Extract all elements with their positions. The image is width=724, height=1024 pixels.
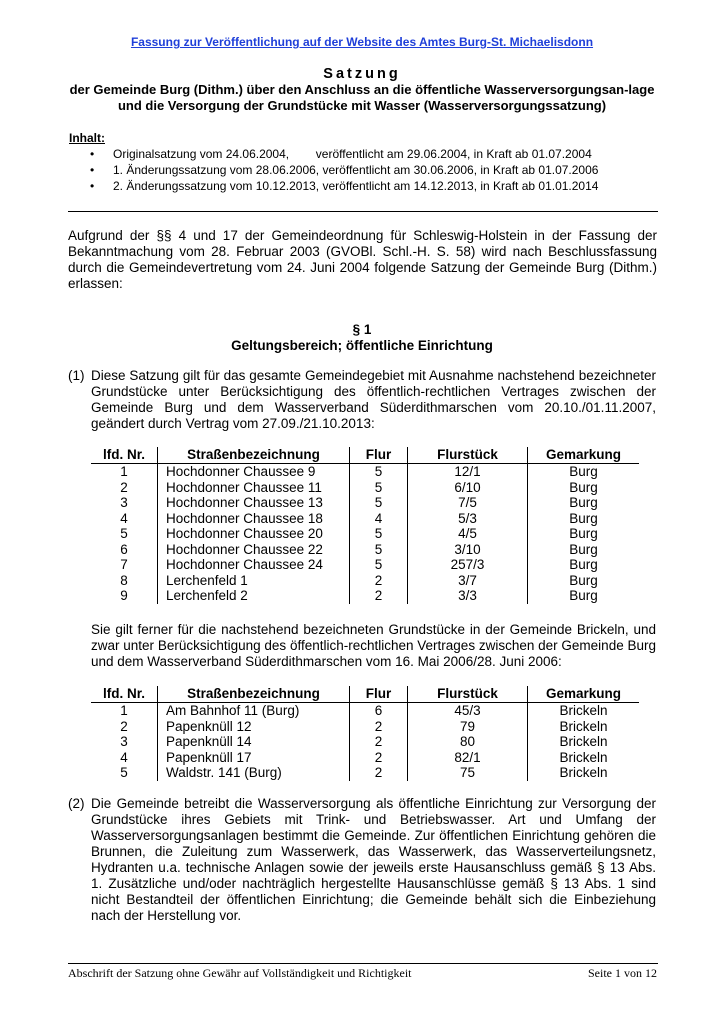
table-cell: 2 [374, 572, 383, 588]
table-cell: Lerchenfeld 1 [158, 573, 350, 589]
table-cell: 4/5 [408, 526, 528, 542]
table-cell: Brickeln [559, 718, 608, 734]
table-row [91, 573, 639, 589]
table-cell: 6 [120, 541, 128, 557]
table-cell: 5 [120, 765, 128, 780]
table-cell: Burg [569, 526, 598, 541]
table-cell: Am Bahnhof 11 (Burg) [158, 703, 350, 719]
column-header: Flurstück [408, 447, 528, 464]
table-cell: Hochdonner Chaussee 11 [158, 480, 350, 496]
column-header: Flur [350, 447, 408, 464]
column-header: lfd. Nr. [91, 686, 158, 703]
table-cell: 2 [120, 718, 128, 734]
table-row [91, 557, 639, 573]
table-cell: Hochdonner Chaussee 20 [158, 526, 350, 542]
column-header: lfd. Nr. [91, 447, 158, 464]
table-cell: 2 [374, 588, 383, 603]
table-cell: 5 [374, 541, 383, 557]
table-cell: 5/3 [408, 511, 528, 527]
table-cell: Hochdonner Chaussee 24 [158, 557, 350, 573]
table-cell: 3/7 [408, 573, 528, 589]
table-cell: 5 [374, 557, 383, 572]
table-cell: 3/3 [408, 588, 528, 604]
table-cell: 12/1 [408, 464, 528, 480]
table-cell: 1 [120, 464, 128, 479]
paragraph-number: (1) [68, 368, 85, 383]
paragraph-number: (2) [68, 796, 85, 811]
table-row [91, 495, 639, 511]
table-cell: Burg [569, 479, 598, 495]
table-row [91, 542, 639, 558]
table-cell: 82/1 [408, 750, 528, 766]
table-cell: 5 [374, 479, 383, 495]
column-header: Straßenbezeichnung [158, 686, 350, 703]
table-row [91, 750, 639, 766]
table-cell: 4 [374, 510, 383, 526]
table-cell: Lerchenfeld 2 [158, 588, 350, 604]
table-header-row [91, 686, 639, 703]
bullet-icon: • [90, 147, 95, 161]
paragraph-1-continued: Sie gilt ferner für die nachstehend bezeichneten Grundstücke in der Gemeinde Brickeln, und zwar unter Berücksichtigung des öffentlich-rechtlichen Vertrages zwischen der Gemeinde Burg und dem Wasserverband Süderdithmarschen vom 16. Mai 2006/28. Juni 2006: [91, 622, 656, 669]
table-cell: 2 [374, 749, 383, 765]
publication-notice: Fassung zur Veröffentlichung auf der Website des Amtes Burg-St. Michaelisdonn [130, 35, 594, 49]
table-cell: Burg [569, 588, 598, 603]
document-title: Satzung [323, 66, 401, 82]
table-cell: 45/3 [408, 703, 528, 719]
table-cell: 79 [408, 719, 528, 735]
table-cell: 5 [120, 526, 128, 541]
table-cell: 75 [408, 765, 528, 781]
table-cell: Papenknüll 17 [158, 750, 350, 766]
table-cell: 8 [120, 572, 128, 588]
footer-divider [68, 963, 658, 964]
document-page: Fassung zur Veröffentlichung auf der Website des Amtes Burg-St. Michaelisdonn Satzung der Gemeinde Burg (Dithm.) über den Anschluss an die öffentliche Wasserversorgungsan-lage und die Versorgung der Grundstücke mit Wasser (Wasserversorgungssatzung) Inhalt: • Originalsatzung vom 24.06.2004, veröffentlicht am 29.06.2004, in Kraft ab 01.07.2004 • 1. Änderungssatzung vom 28.06.2006, veröffentlicht am 30.06.2006, in Kraft ab 01.07.2006 • 2. Änderungssatzung vom 10.12.2013, veröffentlicht am 14.12.2013, in Kraft ab 01.01.2014 Aufgrund der §§ 4 und 17 der Gemeindeordnung für Schleswig-Holstein in der Fassung der Bekanntmachung vom 28. Februar 2003 (GVOBl. Schl.-H. S. 58) wird nach Beschlussfassung durch die Gemeindevertretung vom 24. Juni 2004 folgende Satzung der Gemeinde Burg (Dithm.) erlassen: § 1 Geltungsbereich; öffentliche Einrichtung (1) Diese Satzung gilt für das gesamte Gemeindegebiet mit Ausnahme nachstehend bezeichneter Grundstücke unter Berücksichtigung des öffentlich-rechtlichen Vertrages zwischen der Gemeinde Burg und dem Wasserverband Süderdithmarschen vom 20.10./01.11.2007, geändert durch Vertrag vom 27.09./21.10.2013: lfd. Nr. Straßenbezeichnung Flur Flurstück Gemarkung 1 Hochdonner Chaussee 9 5 12/1 Burg 2 Hochdonner Chaussee 11 5 6/10 Burg 3 Hochdonner Chaussee 13 5 7/5 Burg 4 Hochdonner Chaussee 18 4 5/3 Burg 5 Hochdonner Chaussee 20 5 4/5 Burg 6 Hochdonner Chaussee 22 5 3/10 Burg 7 Hochdonner Chaussee 24 5 257/3 Burg 8 Lerchenfeld 1 2 3/7 Burg 9 Lerchenfeld 2 2 3/3 Burg Sie gilt ferner für die nachstehend bezeichneten Grundstücke in der Gemeinde Brickeln, und zwar unter Berücksichtigung des öffentlich-rechtlichen Vertrages zwischen der Gemeinde Burg und dem Wasserverband Süderdithmarschen vom 16. Mai 2006/28. Juni 2006: lfd. Nr. Straßenbezeichnung Flur Flurstück Gemarkung 1 Am Bahnhof 11 (Burg) 6 45/3 Brickeln 2 Papenknüll 12 2 79 Brickeln 3 Papenknüll 14 2 80 Brickeln 4 Papenknüll 17 2 82/1 Brickeln 5 Waldstr. 141 (Burg) 2 75 Brickeln (2) Die Gemeinde betreibt die Wasserversorgung als öffentliche Einrichtung zur Versorgung der Grundstücke ihres Gebiets mit Trink- und Betriebswasser. Art und Umfang der Wasserversorgungsanlagen bestimmt die Gemeinde. Zur öffentlichen Einrichtung gehören die Brunnen, die Zuleitung zum Wasserwerk, das Wasserwerk, das Wasserverteilungsnetz, Hydranten u.a. technische Anlagen sowie der jeweils erste Hausanschluss gemäß § 13 Abs. 1. Zusätzliche und/oder nachträglich hergestellte Hausanschlüsse gemäß § 13 Abs. 1 sind nicht Bestandteil der öffentlichen Einrichtung; die Gemeinde behält sich die Einbeziehung nach der Herstellung vor. Abschrift der Satzung ohne Gewähr auf Vollständigkeit und Richtigkeit Seite 1 von 12 [0, 0, 724, 1024]
table-cell: Burg [569, 510, 598, 526]
table-cell: Hochdonner Chaussee 9 [158, 464, 350, 480]
bullet-icon: • [90, 163, 95, 177]
table-cell: 6/10 [408, 480, 528, 496]
paragraph-1: Diese Satzung gilt für das gesamte Gemeindegebiet mit Ausnahme nachstehend bezeichneter Grundstücke unter Berücksichtigung des öffentlich-rechtlichen Vertrages zwischen der Gemeinde Burg und dem Wasserverband Süderdithmarschen vom 20.10./01.11.2007, geändert durch Vertrag vom 27.09./21.10.2013: [91, 368, 656, 431]
table-cell: 2 [120, 479, 128, 495]
parcel-table-brickeln [91, 686, 639, 781]
table-cell: 7/5 [408, 495, 528, 511]
table-cell: 5 [374, 464, 383, 479]
table-cell: 5 [374, 526, 383, 541]
column-header: Flur [350, 686, 408, 703]
table-row [91, 526, 639, 542]
footer-disclaimer: Abschrift der Satzung ohne Gewähr auf Vollständigkeit und Richtigkeit [68, 966, 412, 980]
table-cell: Brickeln [559, 734, 608, 749]
table-cell: 257/3 [408, 557, 528, 573]
column-header: Gemarkung [528, 686, 640, 703]
table-cell: Brickeln [559, 703, 608, 718]
section-number: § 1 [352, 322, 372, 337]
column-header: Flurstück [408, 686, 528, 703]
table-row [91, 703, 639, 719]
table-cell: 2 [374, 718, 383, 734]
table-cell: Hochdonner Chaussee 18 [158, 511, 350, 527]
table-cell: Hochdonner Chaussee 13 [158, 495, 350, 511]
table-row [91, 719, 639, 735]
paragraph-2: Die Gemeinde betreibt die Wasserversorgung als öffentliche Einrichtung zur Versorgung der Grundstücke ihres Gebiets mit Trink- und Betriebswasser. Art und Umfang der Wasserversorgungsanlagen bestimmt die Gemeinde. Zur öffentlichen Einrichtung gehören die Brunnen, die Zuleitung zum Wasserwerk, das Wasserwerk, das Wasserverteilungsnetz, Hydranten u.a. technische Anlagen sowie der jeweils erste Hausanschluss gemäß § 13 Abs. 1. Zusätzliche und/oder nachträglich hergestellte Hausanschlüsse gemäß § 13 Abs. 1 sind nicht Bestandteil der öffentlichen Einrichtung; die Gemeinde behält sich die Einbeziehung nach der Herstellung vor. [91, 796, 656, 923]
table-cell: Burg [569, 572, 598, 588]
table-cell: Burg [569, 495, 598, 510]
table-cell: Burg [569, 557, 598, 572]
table-row [91, 588, 639, 604]
table-cell: 80 [408, 734, 528, 750]
table-cell: 5 [374, 495, 383, 510]
table-row [91, 765, 639, 781]
table-cell: Hochdonner Chaussee 22 [158, 542, 350, 558]
table-cell: Burg [569, 541, 598, 557]
preamble: Aufgrund der §§ 4 und 17 der Gemeindeordnung für Schleswig-Holstein in der Fassung der Bekanntmachung vom 28. Februar 2003 (GVOBl. Schl.-H. S. 58) wird nach Beschlussfassung durch die Gemeindevertretung vom 24. Juni 2004 folgende Satzung der Gemeinde Burg (Dithm.) erlassen: [68, 228, 657, 291]
section-title: Geltungsbereich; öffentliche Einrichtung [231, 338, 493, 353]
table-row [91, 734, 639, 750]
column-header: Straßenbezeichnung [158, 447, 350, 464]
table-cell: 9 [120, 588, 128, 603]
table-cell: 4 [120, 510, 128, 526]
table-cell: 7 [120, 557, 128, 572]
table-cell: 6 [374, 703, 383, 718]
table-header-row [91, 447, 639, 464]
divider [68, 211, 658, 212]
table-cell: 2 [374, 765, 383, 780]
table-cell: 1 [120, 703, 128, 718]
column-header: Gemarkung [528, 447, 640, 464]
table-cell: 2 [374, 734, 383, 749]
table-cell: 3/10 [408, 542, 528, 558]
table-row [91, 480, 639, 496]
table-cell: 3 [120, 495, 128, 510]
table-cell: 3 [120, 734, 128, 749]
table-cell: Papenknüll 14 [158, 734, 350, 750]
table-cell: Waldstr. 141 (Burg) [158, 765, 350, 781]
table-cell: Brickeln [559, 749, 608, 765]
table-cell: Burg [569, 464, 598, 479]
table-cell: Brickeln [559, 765, 608, 780]
table-cell: 4 [120, 749, 128, 765]
parcel-table-burg [91, 447, 639, 604]
table-row [91, 511, 639, 527]
contents-label: Inhalt: [69, 131, 105, 145]
document-subtitle: der Gemeinde Burg (Dithm.) über den Anschluss an die öffentliche Wasserversorgungsan-lage und die Versorgung der Grundstücke mit Wasser (Wasserversorgungssatzung) [69, 82, 655, 113]
table-cell: Papenknüll 12 [158, 719, 350, 735]
bullet-icon: • [90, 179, 95, 193]
page-number: Seite 1 von 12 [588, 966, 657, 980]
table-row [91, 464, 639, 480]
